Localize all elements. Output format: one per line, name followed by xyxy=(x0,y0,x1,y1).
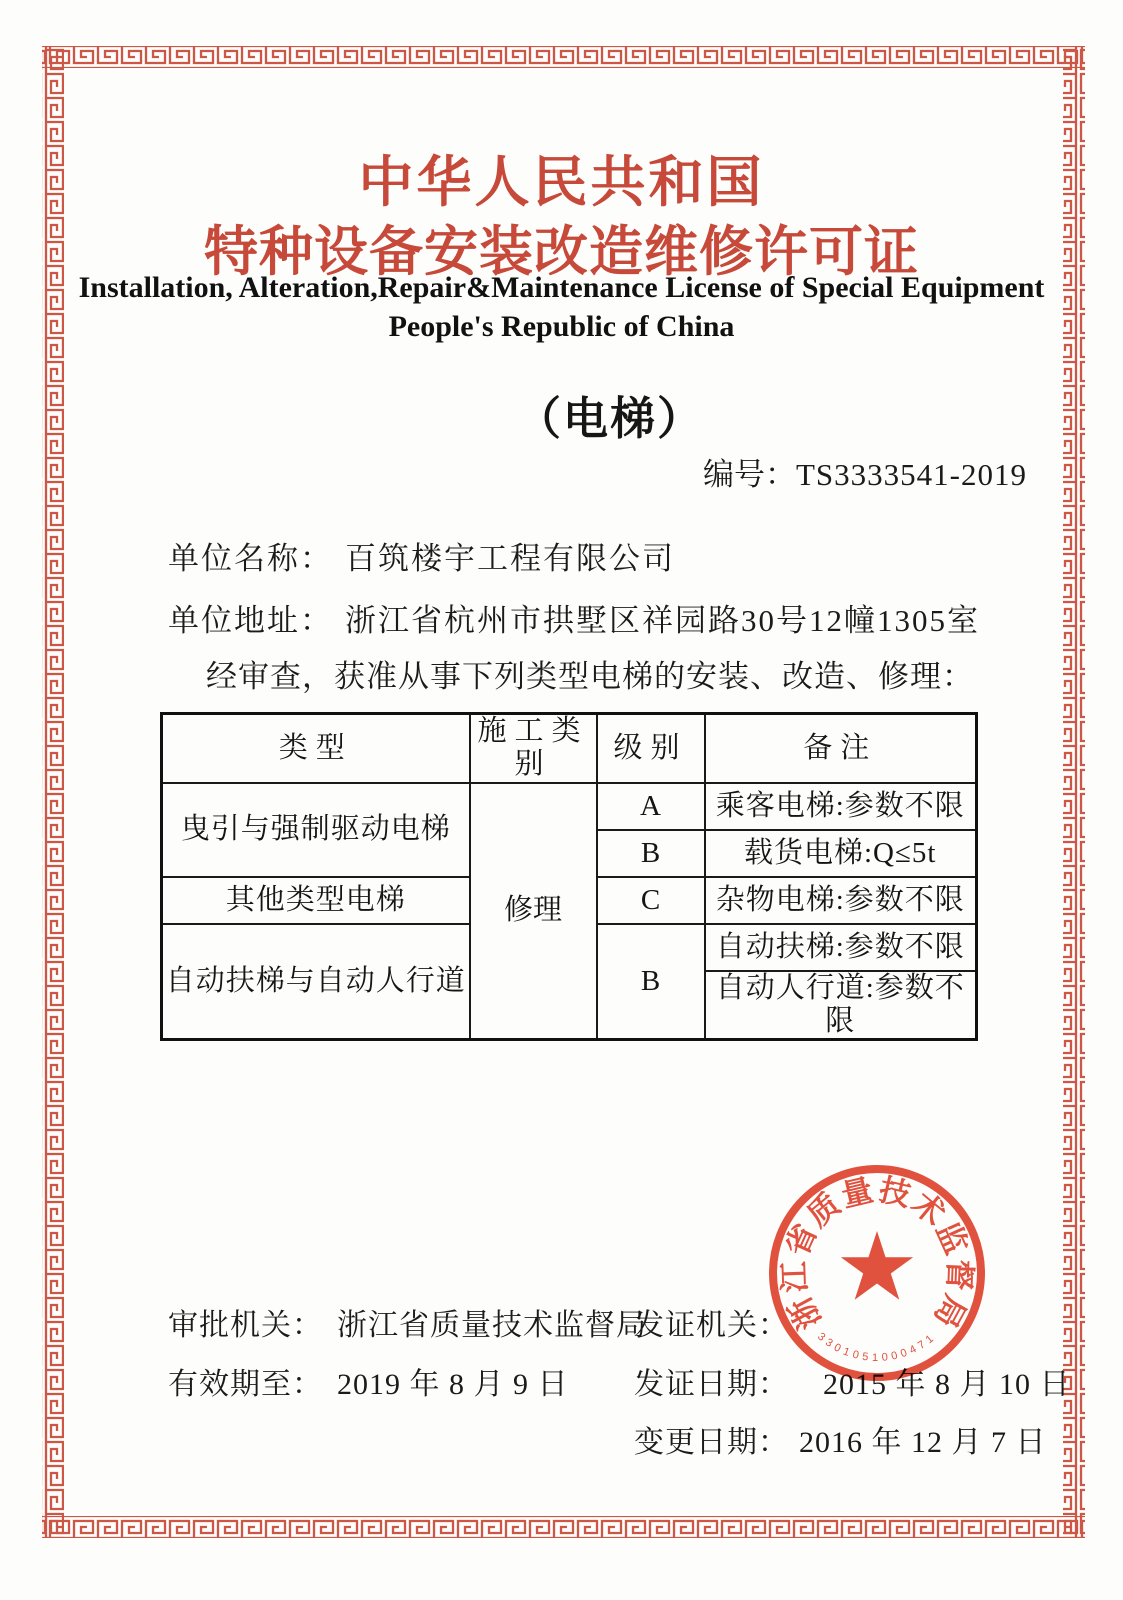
seal-code-text: 3301051000471 xyxy=(815,1330,939,1364)
license-number-value: TS3333541-2019 xyxy=(796,457,1027,492)
unit-address-value: 浙江省杭州市拱墅区祥园路30号12幢1305室 xyxy=(345,603,980,638)
issue-date-label: 发证日期： xyxy=(634,1368,789,1401)
table-header-row xyxy=(162,714,977,783)
valid-until-label: 有效期至： xyxy=(168,1368,323,1401)
col-header-construction-category: 施工类别 xyxy=(470,714,597,783)
col-header-type: 类型 xyxy=(162,714,470,783)
type-cell-escalator: 自动扶梯与自动人行道 xyxy=(162,924,470,1040)
valid-until-line xyxy=(168,1359,569,1403)
unit-name-value: 百筑楼宇工程有限公司 xyxy=(345,541,675,576)
issue-date-value: 2015 年 8 月 10 日 xyxy=(823,1368,1071,1401)
official-seal xyxy=(725,1121,1029,1425)
change-date-value: 2016 年 12 月 7 日 xyxy=(799,1426,1047,1459)
remark-cell: 自动扶梯:参数不限 xyxy=(705,924,977,971)
seal-star-icon xyxy=(841,1231,913,1300)
title-en-line2: People's Republic of China xyxy=(388,310,735,343)
change-date-label: 变更日期： xyxy=(634,1426,789,1459)
col-header-remark: 备注 xyxy=(705,714,977,783)
remark-cell: 自动人行道:参数不限 xyxy=(705,971,977,1040)
approval-org-line xyxy=(168,1300,647,1344)
grade-cell: C xyxy=(597,877,705,924)
scope-note: 经审查，获准从事下列类型电梯的安装、改造、修理： xyxy=(206,659,974,694)
remark-cell: 乘客电梯:参数不限 xyxy=(705,783,977,830)
equipment-category: （电梯） xyxy=(515,393,704,444)
title-cn-line2: 特种设备安装改造维修许可证 xyxy=(204,222,919,282)
license-number-line xyxy=(703,449,1027,494)
grade-cell: B xyxy=(597,830,705,877)
remark-cell: 杂物电梯:参数不限 xyxy=(705,877,977,924)
seal-ring-text: 浙江省质量技术监督局 xyxy=(776,1171,978,1336)
license-scope-table xyxy=(160,712,978,1041)
construction-category-cell: 修理 xyxy=(470,783,597,1040)
type-cell-other: 其他类型电梯 xyxy=(162,877,470,924)
unit-address-label: 单位地址： xyxy=(168,603,333,638)
col-header-grade: 级别 xyxy=(597,714,705,783)
remark-cell: 载货电梯:Q≤5t xyxy=(705,830,977,877)
unit-name-label: 单位名称： xyxy=(168,541,333,576)
title-en-line1: Installation, Alteration,Repair&Maintenance License of Special Equipment xyxy=(78,271,1045,304)
unit-name-line xyxy=(168,533,675,578)
unit-address-line xyxy=(168,595,980,640)
title-cn-line1: 中华人民共和国 xyxy=(358,151,765,213)
issuing-org-label: 发证机关： xyxy=(634,1309,789,1342)
table-row xyxy=(162,783,977,830)
valid-until-value: 2019 年 8 月 9 日 xyxy=(337,1368,569,1401)
grade-cell: A xyxy=(597,783,705,830)
grade-cell: B xyxy=(597,924,705,1040)
approval-org-value: 浙江省质量技术监督局 xyxy=(337,1309,647,1342)
type-cell-traction-drive: 曳引与强制驱动电梯 xyxy=(162,783,470,877)
approval-org-label: 审批机关： xyxy=(168,1309,323,1342)
license-number-label: 编号： xyxy=(703,457,796,492)
